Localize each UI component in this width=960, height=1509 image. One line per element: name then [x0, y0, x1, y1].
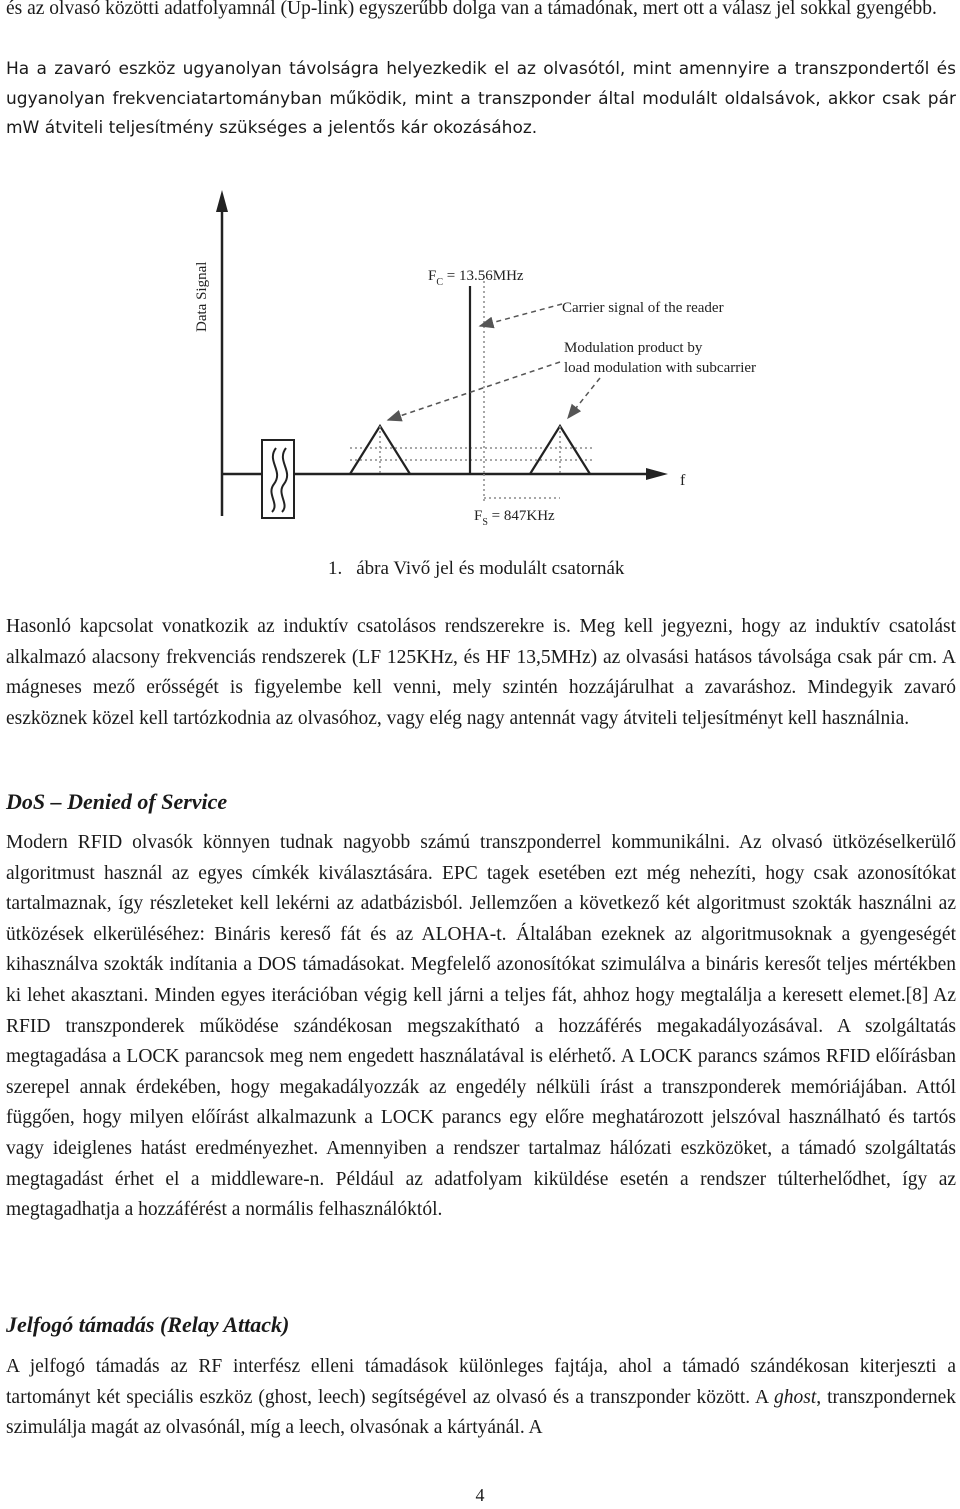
paragraph-relay-part1: A jelfogó támadás az RF interfész elleni támadások különleges fajtája, ahol a támadó szándékosan kiterjeszti a tartományt két speciális eszköz (ghost, leech) segítségével az olvasó és a transzponder között. A	[6, 1356, 956, 1408]
heading-relay-attack: Jelfogó támadás (Relay Attack)	[6, 1312, 290, 1337]
heading-dos: DoS – Denied of Service	[6, 789, 228, 814]
x-axis-label: f	[680, 472, 686, 489]
fs-label: $F_S = 847KHz$	[474, 508, 555, 528]
paragraph-intro: és az olvasó közötti adatfolyamnál (Up-link) egyszerűbb dolga van a támadónak, mert ott a válasz jel sokkal gyengébb.	[6, 0, 937, 19]
paragraph-relay-ghost: ghost	[774, 1386, 817, 1408]
carrier-annotation-arrow	[480, 304, 562, 326]
x-axis-arrowhead	[646, 468, 668, 480]
axis-break-box	[262, 440, 294, 518]
fc-label: $F_C = 13.56MHz$	[428, 268, 524, 288]
modulation-arrow-left	[388, 362, 560, 420]
page-number: 4	[475, 1485, 485, 1505]
signal-spectrum-figure	[180, 186, 780, 532]
figure-caption	[328, 556, 624, 582]
paragraph-relay	[6, 1352, 956, 1444]
y-axis-arrowhead	[216, 190, 228, 212]
modulation-arrow-right	[568, 378, 600, 418]
modulation-annotation-line1: Modulation product by	[564, 340, 703, 356]
y-axis-label: Data Signal	[194, 261, 210, 332]
paragraph-relay-part2: , transzpondernek szimulálja magát az olvasónál, míg a leech, olvasónak a kártyánál. A	[6, 1386, 956, 1439]
figure-caption-text: ábra Vivő jel és modulált csatornák	[356, 558, 625, 579]
figure-caption-number: 1.	[328, 558, 343, 579]
paragraph-dos: Modern RFID olvasók könnyen tudnak nagyobb számú transzponderrel kommunikálni. Az olvasó ütközéselkerülő algoritmust használ az egyes címkék kiválasztására. EPC tagek esetében ezt még nehezíti, hogy csak azonosítókat tartalmaznak, így részleteket kell lekérni az adatbázisból. Jellemzően a következő két algoritmust szokták használni az ütközések elkerüléséhez: Bináris kereső fát és az ALOHA-t. Általában ezeknek az algoritmusoknak a gyengeségét kihasználva szokták indítania a DOS támadásokat. Megfelelő azonosítókat szimulálva a bináris keresőt teljes mértékben ki lehet akasztani. Minden egyes iterációban végig kell járni a teljes fát, ahhoz hogy megtalálja a keresett elemet.[8] Az RFID transzponderek működése szándékosan megszakítható a hozzáférés megakadályozásával. A szolgáltatás megtagadása a LOCK parancsok meg nem engedett használatával is elérhető. A LOCK parancs számos RFID előírásban szerepel annak érdekében, hogy megakadályozzák az engedély nélküli írást a transzponderek memóriájában. Attól függően, hogy milyen előírást alkalmazunk a LOCK parancs egy előre meghatározott jelszóval használható és tartós vagy ideiglenes hatást eredményezhet. Amennyiben a rendszer tartalmaz hálózati eszközöket, a támadó szolgáltatás megtagadást érhet el a middleware-n. Például az adatfolyam kiküldése esetén a rendszer túlterhelődhet, így az megtagadhatja a hozzáférést a normális felhasználóktól.	[6, 832, 956, 1221]
carrier-annotation: Carrier signal of the reader	[562, 300, 724, 316]
paragraph-inductive: Hasonló kapcsolat vonatkozik az induktív csatolásos rendszerekre is. Meg kell jegyezni, hogy az induktív csatolást alkalmazó alacsony frekvenciás rendszerek (LF 125KHz, és HF 13,5MHz) az olvasási hatásos távolsága csak pár cm. A mágneses mező erősségét is figyelembe kell venni, mely szintén hozzájárulhat a zavaráshoz. Mindegyik zavaró eszköznek közel kell tartózkodnia az olvasóhoz, vagy elég nagy antennát vagy átviteli teljesítményt kell használnia.	[6, 616, 956, 729]
paragraph-jammer-distance: Ha a zavaró eszköz ugyanolyan távolságra helyezkedik el az olvasótól, mint amennyire a transzpondertől és ugyanolyan frekvenciatartományban működik, mint a transzponder által modulált oldalsávok, akkor csak pár mW átviteli teljesítmény szükséges a jelentős kár okozásához.	[6, 59, 956, 139]
modulation-annotation-line2: load modulation with subcarrier	[564, 360, 757, 376]
